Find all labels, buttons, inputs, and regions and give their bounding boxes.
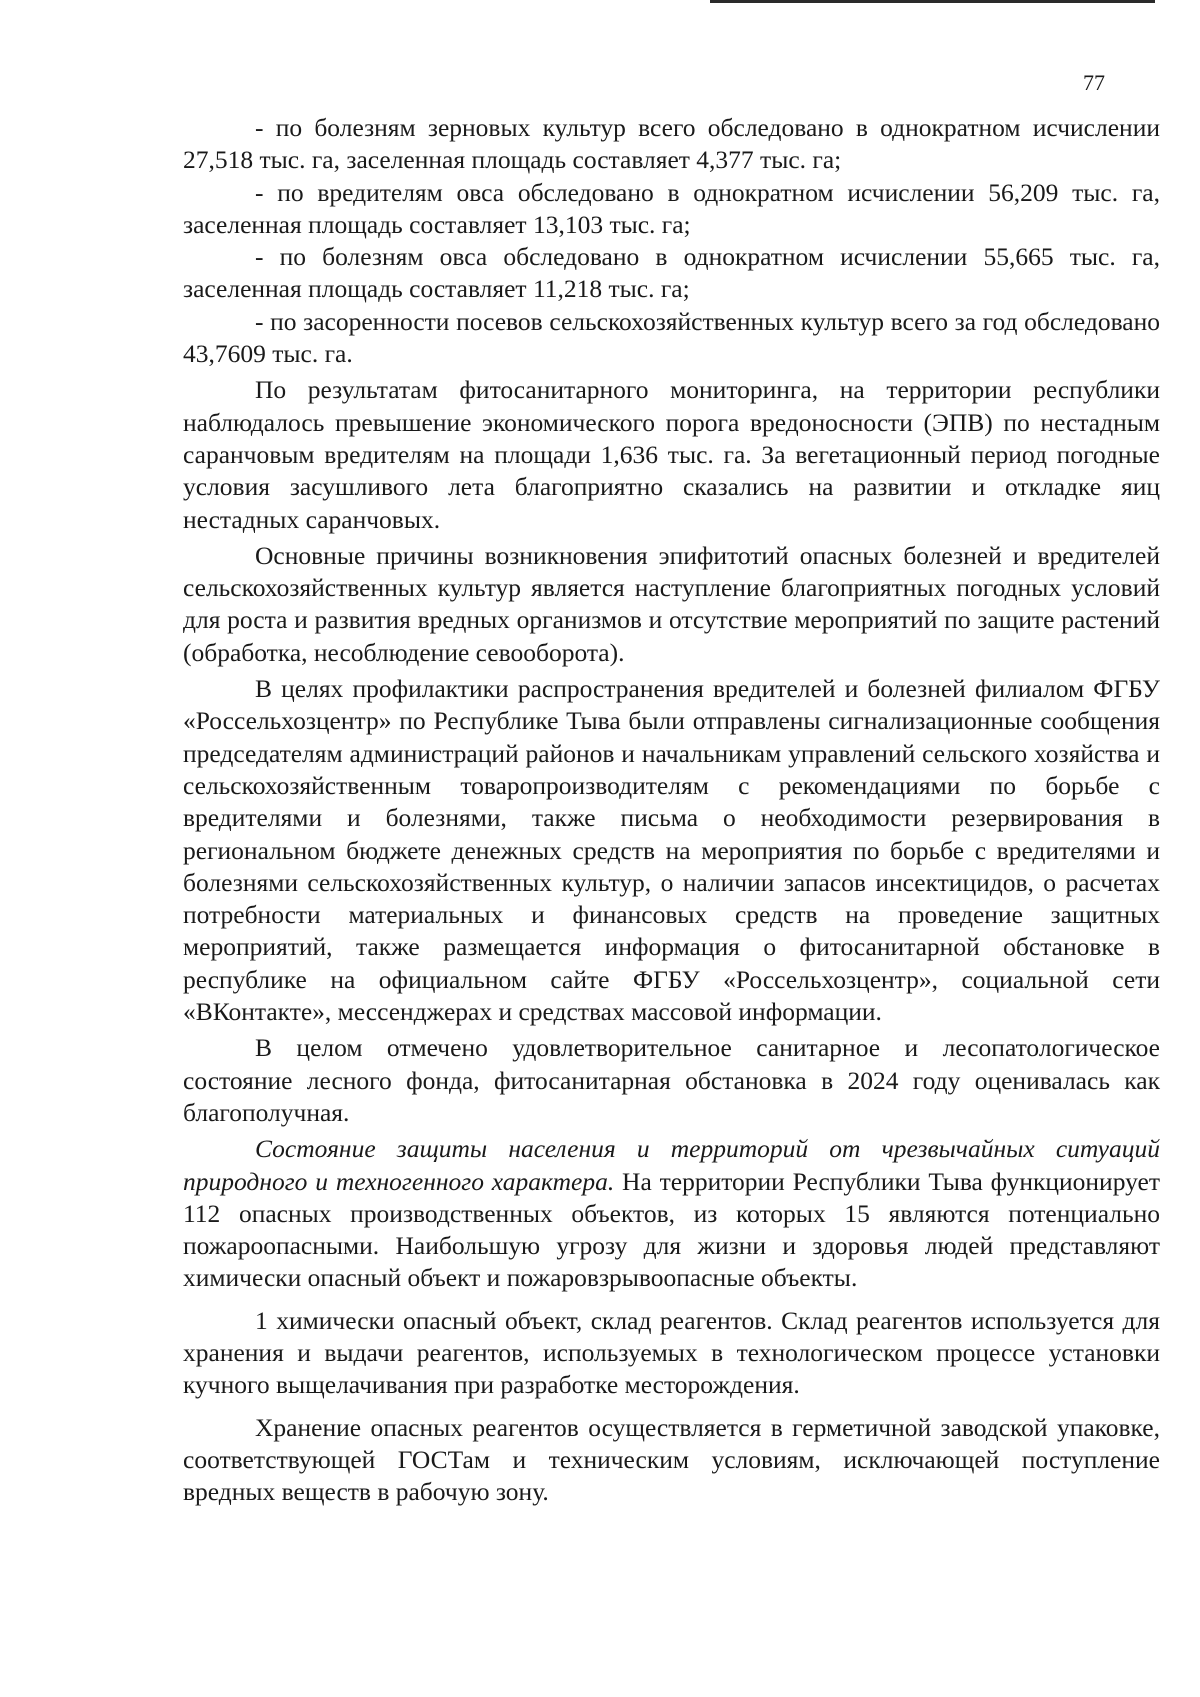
paragraph-weed-infestation: - по засоренности посевов сельскохозяйственных культур всего за год обследовано 43,7609 тыс. га. (183, 306, 1160, 369)
paragraph-epiphytotic-causes: Основные причины возникновения эпифитотий опасных болезней и вредителей сельскохозяйственных культур является наступление благоприятных погодных условий для роста и развития вредных организмов и отсутствие мероприятий по защите растений (обработка, несоблюдение севооборота). (183, 540, 1160, 667)
paragraph-oat-diseases: - по болезням овса обследовано в однократном исчислении 55,665 тыс. га, заселенная площадь составляет 11,218 тыс. га; (183, 242, 1160, 304)
emergency-section-heading: Состояние защиты населения и территорий от чрезвычайных ситуаций природного и техногенного характера. (183, 1134, 1160, 1196)
paragraph-reagent-storage: Хранение опасных реагентов осуществляется в герметичной заводской упаковке, соответствующей ГОСТам и техническим условиям, исключающей поступление вредных веществ в рабочую зону. (183, 1412, 1160, 1507)
paragraph-oat-pests: - по вредителям овса обследовано в однократном исчислении 56,209 тыс. га, заселенная площадь составляет 13,103 тыс. га; (183, 177, 1160, 239)
paragraph-forest-condition: В целом отмечено удовлетворительное санитарное и лесопатологическое состояние лесного фонда, фитосанитарная обстановка в 2024 году оценивалась как благополучная. (183, 1033, 1160, 1127)
top-border-line (710, 0, 1155, 3)
paragraph-chemical-object: 1 химически опасный объект, склад реагентов. Склад реагентов используется для хранения и выдачи реагентов, используемых в технологическом процессе установки кучного выщелачивания при разработке месторождения. (183, 1305, 1160, 1400)
document-body (183, 112, 1160, 1508)
page-number: 77 (1083, 70, 1105, 95)
paragraph-monitoring-results: По результатам фитосанитарного мониторинга, на территории республики наблюдалось превышение экономического порога вредоносности (ЭПВ) по нестадным саранчовым вредителям на площади 1,636 тыс. га. За вегетационный период погодные условия засушливого лета благоприятно сказались на развитии и откладке яиц нестадных саранчовых. (183, 375, 1160, 534)
emergency-section-text: На территории Республики Тыва функционирует 112 опасных производственных объектов, из которых 15 являются потенциально пожароопасными. Наибольшую угрозу для жизни и здоровья людей представляют химически опасный объект и пожаровзрывоопасные объекты. (183, 1166, 1160, 1293)
paragraph-prevention-measures: В целях профилактики распространения вредителей и болезней филиалом ФГБУ «Россельхозцентр» по Республике Тыва были отправлены сигнализационные сообщения председателям администраций районов и начальникам управлений сельского хозяйства и сельскохозяйственным товаропроизводителям с рекомендациями по борьбе с вредителями и болезнями, также письма о необходимости резервирования в региональном бюджете денежных средств на мероприятия по борьбе с вредителями и болезнями сельскохозяйственных культур, о наличии запасов инсектицидов, о расчетах потребности материальных и финансовых средств на проведение защитных мероприятий, также размещается информация о фитосанитарной обстановке в республике на официальном сайте ФГБУ «Россельхозцентр», социальной сети «ВКонтакте», мессенджерах и средствах массовой информации. (183, 674, 1160, 1027)
paragraph-grain-diseases: - по болезням зерновых культур всего обследовано в однократном исчислении 27,518 тыс. га, заселенная площадь составляет 4,377 тыс. га; (183, 113, 1160, 175)
paragraph-emergency-protection (183, 1133, 1160, 1294)
